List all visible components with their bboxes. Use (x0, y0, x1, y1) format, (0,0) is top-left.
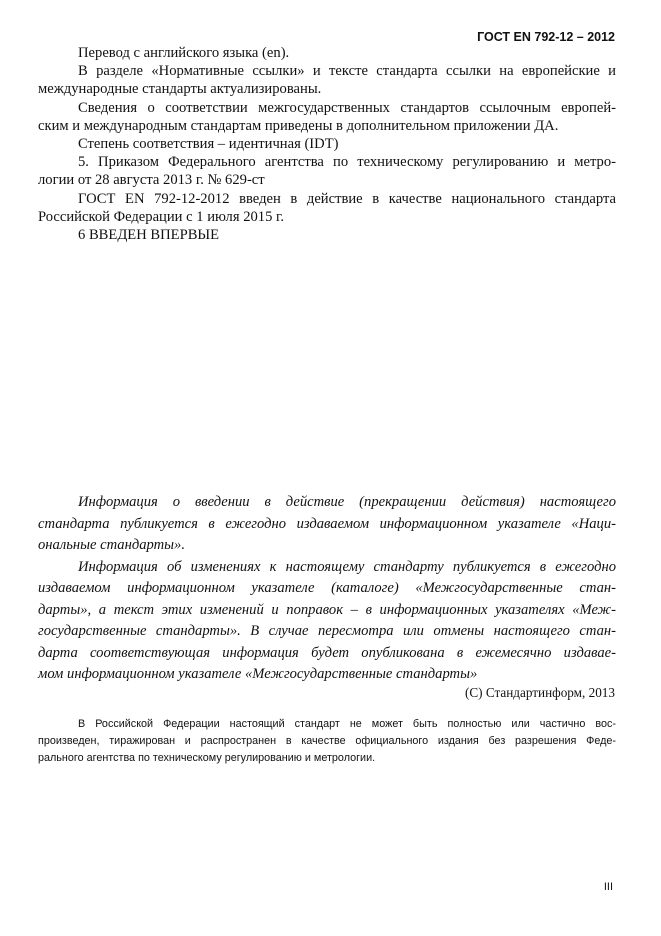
info-a-line1: Информация о введении в действие (прекращении действия) настоящего (78, 494, 616, 510)
preface-first-introduced: 6 ВВЕДЕН ВПЕРВЫЕ (78, 227, 220, 244)
preface-references-line1: В разделе «Нормативные ссылки» и тексте стандарта ссылки на европейские и (78, 63, 616, 80)
info-b-line2: издаваемом информационном указателе (каталоге) «Межгосударственные стан- (38, 580, 616, 596)
preface-order-line2: логии от 28 августа 2013 г. № 629-ст (38, 172, 265, 189)
notice-line2: произведен, тиражирован и распространен в качестве официального издания без разрешения Феде- (38, 735, 616, 747)
info-b-line1: Информация об изменениях к настоящему стандарту публикуется в ежегодно (78, 558, 616, 575)
reproduction-notice (38, 716, 616, 767)
preface-order-line1: 5. Приказом Федерального агентства по техническому регулированию и метро- (78, 154, 616, 171)
preface-enacted-line2: Российской Федерации с 1 июля 2015 г. (38, 208, 285, 225)
copyright-notice: (С) Стандартинформ, 2013 (464, 685, 615, 700)
notice-line3: рального агентства по техническому регулированию и метрологии. (38, 752, 376, 764)
preface-degree: Степень соответствия – идентичная (IDT) (78, 136, 339, 153)
notice-line1: В Российской Федерации настоящий стандарт не может быть полностью или частично вос- (78, 718, 616, 730)
info-b-line3: дарты», а текст этих изменений и поправок – в информационных указателях «Меж- (38, 601, 616, 618)
preface-block (38, 44, 616, 244)
document-header: ГОСТ EN 792-12 – 2012 (477, 30, 615, 44)
preface-correspondence-line1: Сведения о соответствии межгосударственных стандартов ссылочным европей- (78, 99, 616, 116)
info-a-line3: ональные стандарты». (38, 537, 185, 553)
info-b-line4: государственные стандарты». В случае пересмотра или отмены настоящего стан- (38, 623, 616, 639)
info-b-line6: мом информационном указателе «Межгосударственные стандарты» (38, 666, 478, 682)
info-b-line5: дарта соответствующая информация будет опубликована в ежемесячно издавае- (38, 644, 616, 661)
preface-translation: Перевод с английского языка (en). (78, 45, 290, 61)
info-block (38, 492, 616, 686)
preface-enacted-line1: ГОСТ EN 792-12-2012 введен в действие в качестве национального стандарта (78, 190, 616, 207)
info-a-line2: стандарта публикуется в ежегодно издаваемом информационном указателе «Наци- (38, 515, 616, 532)
preface-references-line2: международные стандарты актуализированы. (38, 81, 322, 98)
preface-correspondence-line2: ским и международным стандартам приведены в дополнительном приложении ДА. (38, 117, 559, 134)
page-number: III (603, 881, 613, 893)
